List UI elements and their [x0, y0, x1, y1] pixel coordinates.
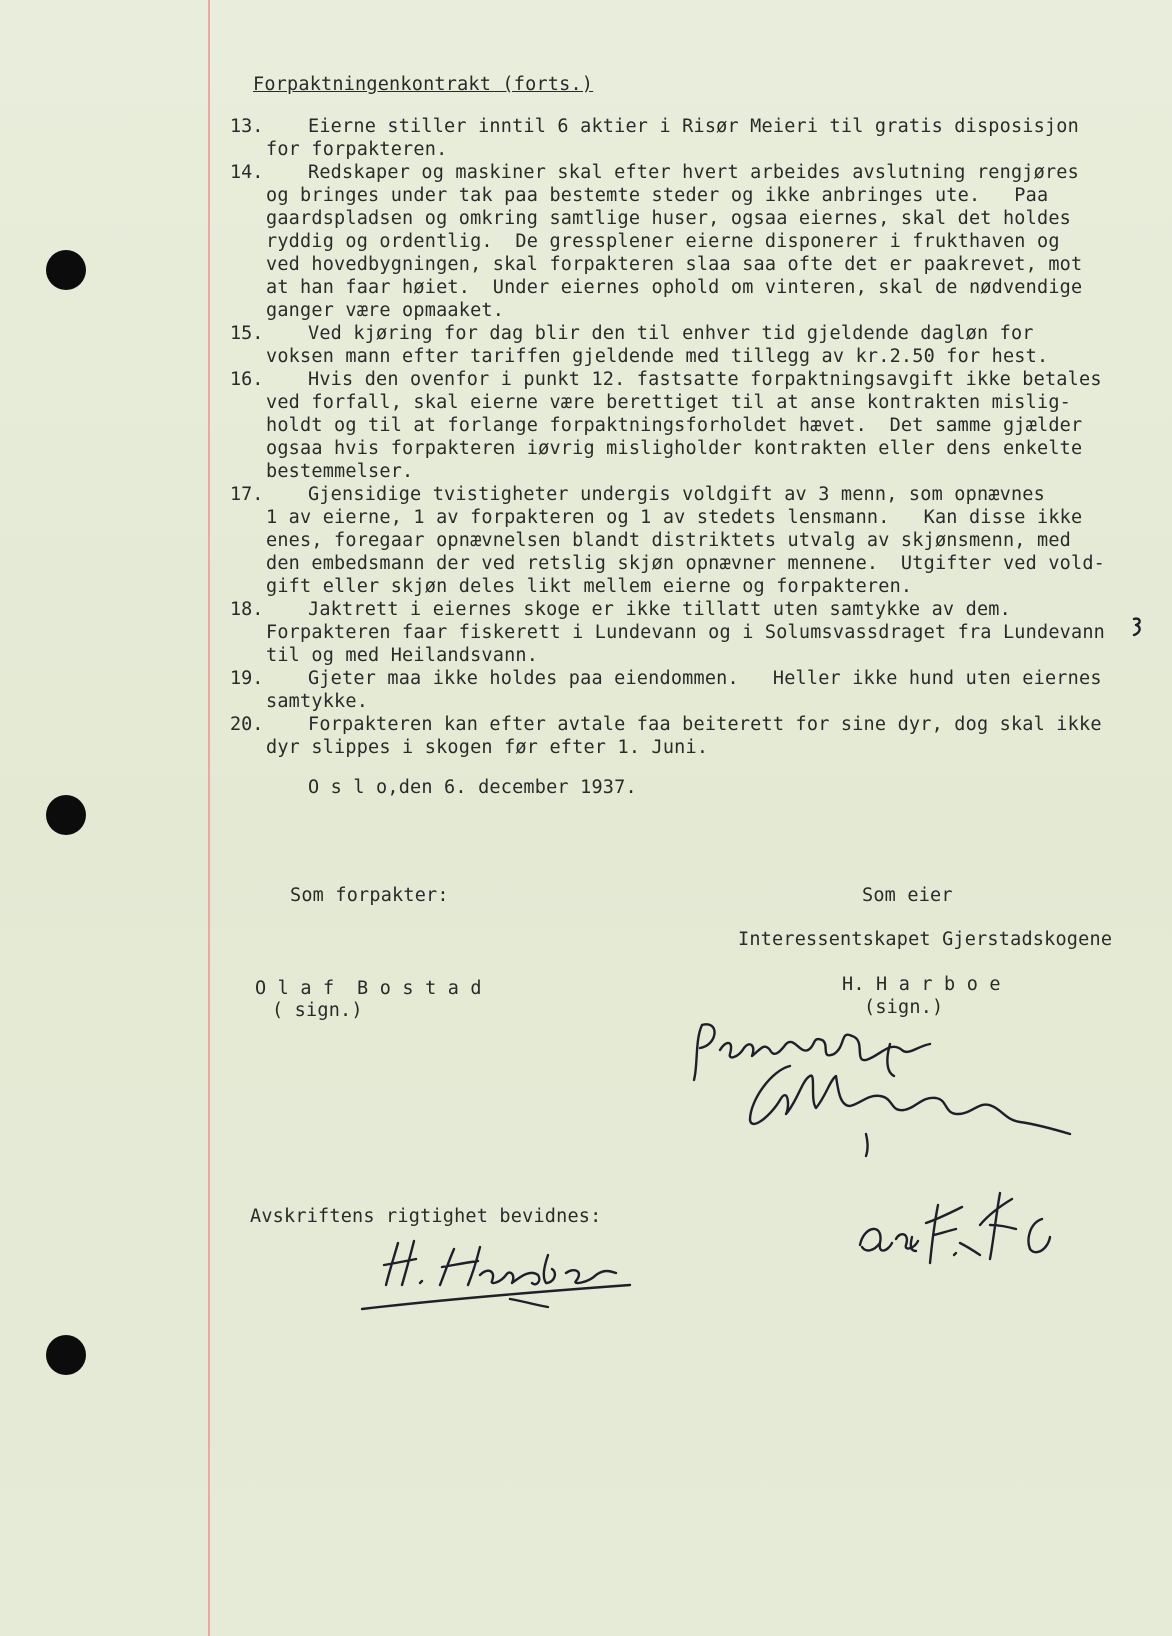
- clause-line: at han faar høiet. Under eiernes ophold om vinteren, skal de nødvendige: [266, 277, 1083, 298]
- clause-line: ogsaa hvis forpakteren iøvrig misligholder kontrakten eller dens enkelte: [266, 438, 1083, 459]
- clause-line: 1 av eierne, 1 av forpakteren og 1 av stedets lensmann. Kan disse ikke: [266, 507, 1083, 528]
- clause-line: Jaktrett i eiernes skoge er ikke tillatt uten samtykke av dem.: [308, 599, 1011, 620]
- clause-line: ryddig og ordentlig. De gressplener eierne disponerer i frukthaven og: [266, 231, 1060, 252]
- clause-line: og bringes under tak paa bestemte steder og ikke anbringes ute. Paa: [266, 185, 1049, 206]
- clause-line: ganger være opmaaket.: [266, 300, 505, 321]
- punch-hole: [46, 1335, 86, 1375]
- punch-hole: [46, 250, 86, 290]
- clause-line: ved forfall, skal eierne være berettiget til at anse kontrakten mislig-: [266, 392, 1071, 413]
- clause-line: ved hovedbygningen, skal forpakteren slaa saa ofte det er paakrevet, mot: [266, 254, 1083, 275]
- clause-line: for forpakteren.: [266, 139, 448, 160]
- date-line: O s l o,den 6. december 1937.: [308, 777, 637, 798]
- clause-number: 20.: [230, 714, 264, 735]
- clause-line: enes, foregaar opnævnelsen blandt distriktets utvalg av skjønsmenn, med: [266, 530, 1071, 551]
- clause-number: 16.: [230, 369, 264, 390]
- margin-line: [208, 0, 210, 1636]
- clause-line: Eierne stiller inntil 6 aktier i Risør Meieri til gratis disposisjon: [308, 116, 1079, 137]
- clause-line: Forpakteren kan efter avtale faa beiterett for sine dyr, dog skal ikke: [308, 714, 1102, 735]
- left-party-sign: ( sign.): [272, 1000, 363, 1021]
- clause-line: Ved kjøring for dag blir den til enhver tid gjeldende dagløn for: [308, 323, 1034, 344]
- right-party-sign: (sign.): [864, 997, 944, 1018]
- clause-line: samtykke.: [266, 691, 369, 712]
- attestation-text: Avskriftens rigtighet bevidnes:: [250, 1206, 602, 1227]
- left-party-name: O l a f B o s t a d: [255, 978, 482, 999]
- margin-mark: [1128, 615, 1148, 637]
- clause-line: gift eller skjøn deles likt mellem eierne og forpakteren.: [266, 576, 913, 597]
- clause-number: 17.: [230, 484, 264, 505]
- clause-line: Redskaper og maskiner skal efter hvert arbeides avslutning rengjøres: [308, 162, 1079, 183]
- right-party-role: Som eier: [862, 885, 953, 906]
- clause-line: dyr slippes i skogen før efter 1. Juni.: [266, 737, 709, 758]
- clause-number: 14.: [230, 162, 264, 183]
- clause-line: til og med Heilandsvann.: [266, 645, 539, 666]
- clause-number: 13.: [230, 116, 264, 137]
- attest-signature: [360, 1235, 660, 1315]
- clause-line: Forpakteren faar fiskerett i Lundevann og i Solumsvassdraget fra Lundevann: [266, 622, 1106, 643]
- clause-line: gaardspladsen og omkring samtlige huser, ogsaa eiernes, skal det holdes: [266, 208, 1071, 229]
- clause-line: Gjensidige tvistigheter undergis voldgift av 3 menn, som opnævnes: [308, 484, 1045, 505]
- clause-number: 19.: [230, 668, 264, 689]
- right-party-company: Interessentskapet Gjerstadskogene: [738, 929, 1113, 950]
- clause-line: Hvis den ovenfor i punkt 12. fastsatte forpaktningsavgift ikke betales: [308, 369, 1102, 390]
- punch-hole: [46, 795, 86, 835]
- clause-line: voksen mann efter tariffen gjeldende med tillegg av kr.2.50 for hest.: [266, 346, 1049, 367]
- right-party-name: H. H a r b o e: [842, 974, 1001, 995]
- document-heading: Forpaktningenkontrakt (forts.): [253, 74, 594, 95]
- clause-number: 18.: [230, 599, 264, 620]
- handwritten-note: [850, 1185, 1080, 1295]
- clause-line: holdt og til at forlange forpaktningsforholdet hævet. Det samme gjælder: [266, 415, 1083, 436]
- handwritten-signature: [690, 1010, 1090, 1160]
- left-party-role: Som forpakter:: [290, 885, 449, 906]
- clause-line: bestemmelser.: [266, 461, 414, 482]
- clause-line: Gjeter maa ikke holdes paa eiendommen. Heller ikke hund uten eiernes: [308, 668, 1102, 689]
- clause-number: 15.: [230, 323, 264, 344]
- clause-line: den embedsmann der ved retslig skjøn opnævner mennene. Utgifter ved vold-: [266, 553, 1106, 574]
